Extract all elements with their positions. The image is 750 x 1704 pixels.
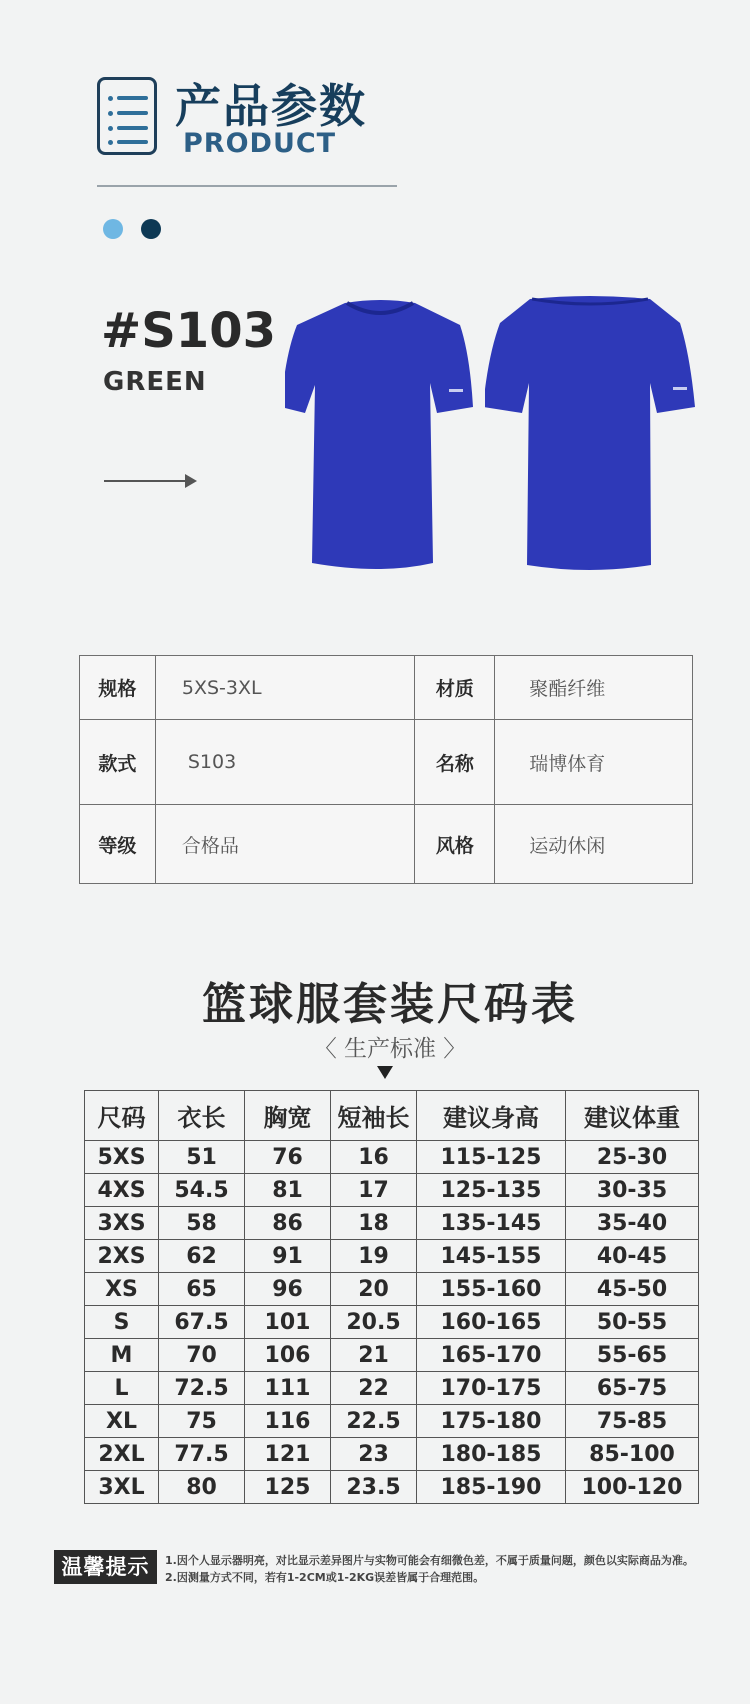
size-chart-cell: 19 — [331, 1240, 417, 1273]
size-chart-subtitle: 〈 生产标准 〉 — [313, 1036, 467, 1062]
size-chart-cell: 21 — [331, 1339, 417, 1372]
size-chart-cell: 50-55 — [566, 1306, 699, 1339]
spec-row — [80, 656, 693, 720]
size-chart-cell: 45-50 — [566, 1273, 699, 1306]
spec-value: 运动休闲 — [495, 805, 693, 884]
size-chart-cell: 23 — [331, 1438, 417, 1471]
tips-label: 温馨提示 — [54, 1550, 157, 1584]
size-chart-row — [85, 1174, 699, 1207]
size-chart-cell: 77.5 — [159, 1438, 245, 1471]
color-swatch-light-blue[interactable] — [103, 219, 123, 239]
down-triangle-icon — [377, 1066, 393, 1079]
size-chart-cell: 22.5 — [331, 1405, 417, 1438]
size-chart-cell: 20 — [331, 1273, 417, 1306]
size-chart-cell: 4XS — [85, 1174, 159, 1207]
size-chart-cell: 20.5 — [331, 1306, 417, 1339]
list-icon — [97, 77, 157, 155]
size-chart-cell: 145-155 — [417, 1240, 566, 1273]
spec-key: 风格 — [415, 805, 495, 884]
size-chart-cell: 170-175 — [417, 1372, 566, 1405]
size-chart-header-cell: 胸宽 — [245, 1091, 331, 1141]
size-chart-cell: 111 — [245, 1372, 331, 1405]
spec-value: 聚酯纤维 — [495, 656, 693, 720]
header-divider — [97, 185, 397, 187]
size-chart-row — [85, 1207, 699, 1240]
size-chart-cell: 81 — [245, 1174, 331, 1207]
spec-value: 合格品 — [155, 805, 415, 884]
size-chart-cell: XS — [85, 1273, 159, 1306]
section-title: 产品参数 — [175, 79, 367, 133]
size-chart-cell: 135-145 — [417, 1207, 566, 1240]
tips-line: 1.因个人显示器明亮，对比显示差异图片与实物可能会有细微色差，不属于质量问题，颜色以实际商品为准。 — [165, 1554, 694, 1567]
size-chart-header-cell: 建议体重 — [566, 1091, 699, 1141]
spec-key: 规格 — [80, 656, 156, 720]
size-chart-cell: 125 — [245, 1471, 331, 1504]
size-chart-cell: 72.5 — [159, 1372, 245, 1405]
spec-value: S103 — [155, 720, 415, 805]
size-chart-cell: 106 — [245, 1339, 331, 1372]
size-chart-cell: 22 — [331, 1372, 417, 1405]
size-chart-cell: S — [85, 1306, 159, 1339]
size-chart-cell: 5XS — [85, 1141, 159, 1174]
size-chart-cell: 65 — [159, 1273, 245, 1306]
size-chart-cell: 40-45 — [566, 1240, 699, 1273]
spec-value: 瑞博体育 — [495, 720, 693, 805]
size-chart-cell: 65-75 — [566, 1372, 699, 1405]
size-chart-cell: 75 — [159, 1405, 245, 1438]
spec-key: 款式 — [80, 720, 156, 805]
size-chart-cell: 160-165 — [417, 1306, 566, 1339]
size-chart-table — [84, 1090, 699, 1504]
size-chart-header-cell: 衣长 — [159, 1091, 245, 1141]
size-chart-title: 篮球服套装尺码表 — [202, 979, 578, 1030]
tips-text — [165, 1552, 747, 1586]
size-chart-cell: 3XL — [85, 1471, 159, 1504]
tips-line: 2.因测量方式不同，若有1-2CM或1-2KG误差皆属于合理范围。 — [165, 1571, 485, 1584]
size-chart-cell: 101 — [245, 1306, 331, 1339]
size-chart-cell: 54.5 — [159, 1174, 245, 1207]
size-chart-cell: 2XL — [85, 1438, 159, 1471]
size-chart-cell: 18 — [331, 1207, 417, 1240]
size-chart-cell: 155-160 — [417, 1273, 566, 1306]
tshirt-front-image — [285, 295, 475, 575]
size-chart-cell: 16 — [331, 1141, 417, 1174]
spec-key: 等级 — [80, 805, 156, 884]
size-chart-cell: 67.5 — [159, 1306, 245, 1339]
size-chart-cell: 96 — [245, 1273, 331, 1306]
size-chart-cell: 100-120 — [566, 1471, 699, 1504]
size-chart-cell: 17 — [331, 1174, 417, 1207]
spec-key: 材质 — [415, 656, 495, 720]
size-chart-row — [85, 1405, 699, 1438]
size-chart-cell: 175-180 — [417, 1405, 566, 1438]
size-chart-cell: 75-85 — [566, 1405, 699, 1438]
size-chart-cell: 165-170 — [417, 1339, 566, 1372]
size-chart-row — [85, 1141, 699, 1174]
size-chart-cell: 85-100 — [566, 1438, 699, 1471]
spec-table — [79, 655, 693, 884]
arrow-right-icon — [104, 480, 186, 482]
size-chart-header-cell: 尺码 — [85, 1091, 159, 1141]
size-chart-row — [85, 1240, 699, 1273]
size-chart-cell: 115-125 — [417, 1141, 566, 1174]
product-code: #S103 — [101, 303, 276, 359]
size-chart-row — [85, 1438, 699, 1471]
size-chart-cell: 23.5 — [331, 1471, 417, 1504]
color-swatch-dark-navy[interactable] — [141, 219, 161, 239]
size-chart-row — [85, 1306, 699, 1339]
section-subtitle: PRODUCT — [183, 128, 337, 159]
size-chart-cell: 2XS — [85, 1240, 159, 1273]
size-chart-cell: 125-135 — [417, 1174, 566, 1207]
size-chart-cell: 25-30 — [566, 1141, 699, 1174]
size-chart-row — [85, 1273, 699, 1306]
spec-value: 5XS-3XL — [155, 656, 415, 720]
size-chart-cell: 116 — [245, 1405, 331, 1438]
size-chart-header-cell: 短袖长 — [331, 1091, 417, 1141]
size-chart-cell: 86 — [245, 1207, 331, 1240]
size-chart-row — [85, 1339, 699, 1372]
size-chart-cell: 62 — [159, 1240, 245, 1273]
size-chart-cell: 3XS — [85, 1207, 159, 1240]
size-chart-cell: 76 — [245, 1141, 331, 1174]
spec-row — [80, 720, 693, 805]
size-chart-header-row — [85, 1091, 699, 1141]
size-chart-row — [85, 1372, 699, 1405]
spec-key: 名称 — [415, 720, 495, 805]
size-chart-cell: 55-65 — [566, 1339, 699, 1372]
size-chart-row — [85, 1471, 699, 1504]
size-chart-cell: 70 — [159, 1339, 245, 1372]
size-chart-cell: 80 — [159, 1471, 245, 1504]
size-chart-cell: 35-40 — [566, 1207, 699, 1240]
size-chart-cell: 121 — [245, 1438, 331, 1471]
tshirt-back-image — [485, 295, 695, 575]
product-color-name: GREEN — [103, 367, 207, 397]
size-chart-cell: M — [85, 1339, 159, 1372]
size-chart-cell: 30-35 — [566, 1174, 699, 1207]
size-chart-cell: 91 — [245, 1240, 331, 1273]
size-chart-cell: 58 — [159, 1207, 245, 1240]
size-chart-cell: 180-185 — [417, 1438, 566, 1471]
size-chart-cell: XL — [85, 1405, 159, 1438]
size-chart-header-cell: 建议身高 — [417, 1091, 566, 1141]
arrow-head-icon — [185, 474, 197, 488]
spec-row — [80, 805, 693, 884]
size-chart-cell: L — [85, 1372, 159, 1405]
size-chart-cell: 51 — [159, 1141, 245, 1174]
size-chart-cell: 185-190 — [417, 1471, 566, 1504]
